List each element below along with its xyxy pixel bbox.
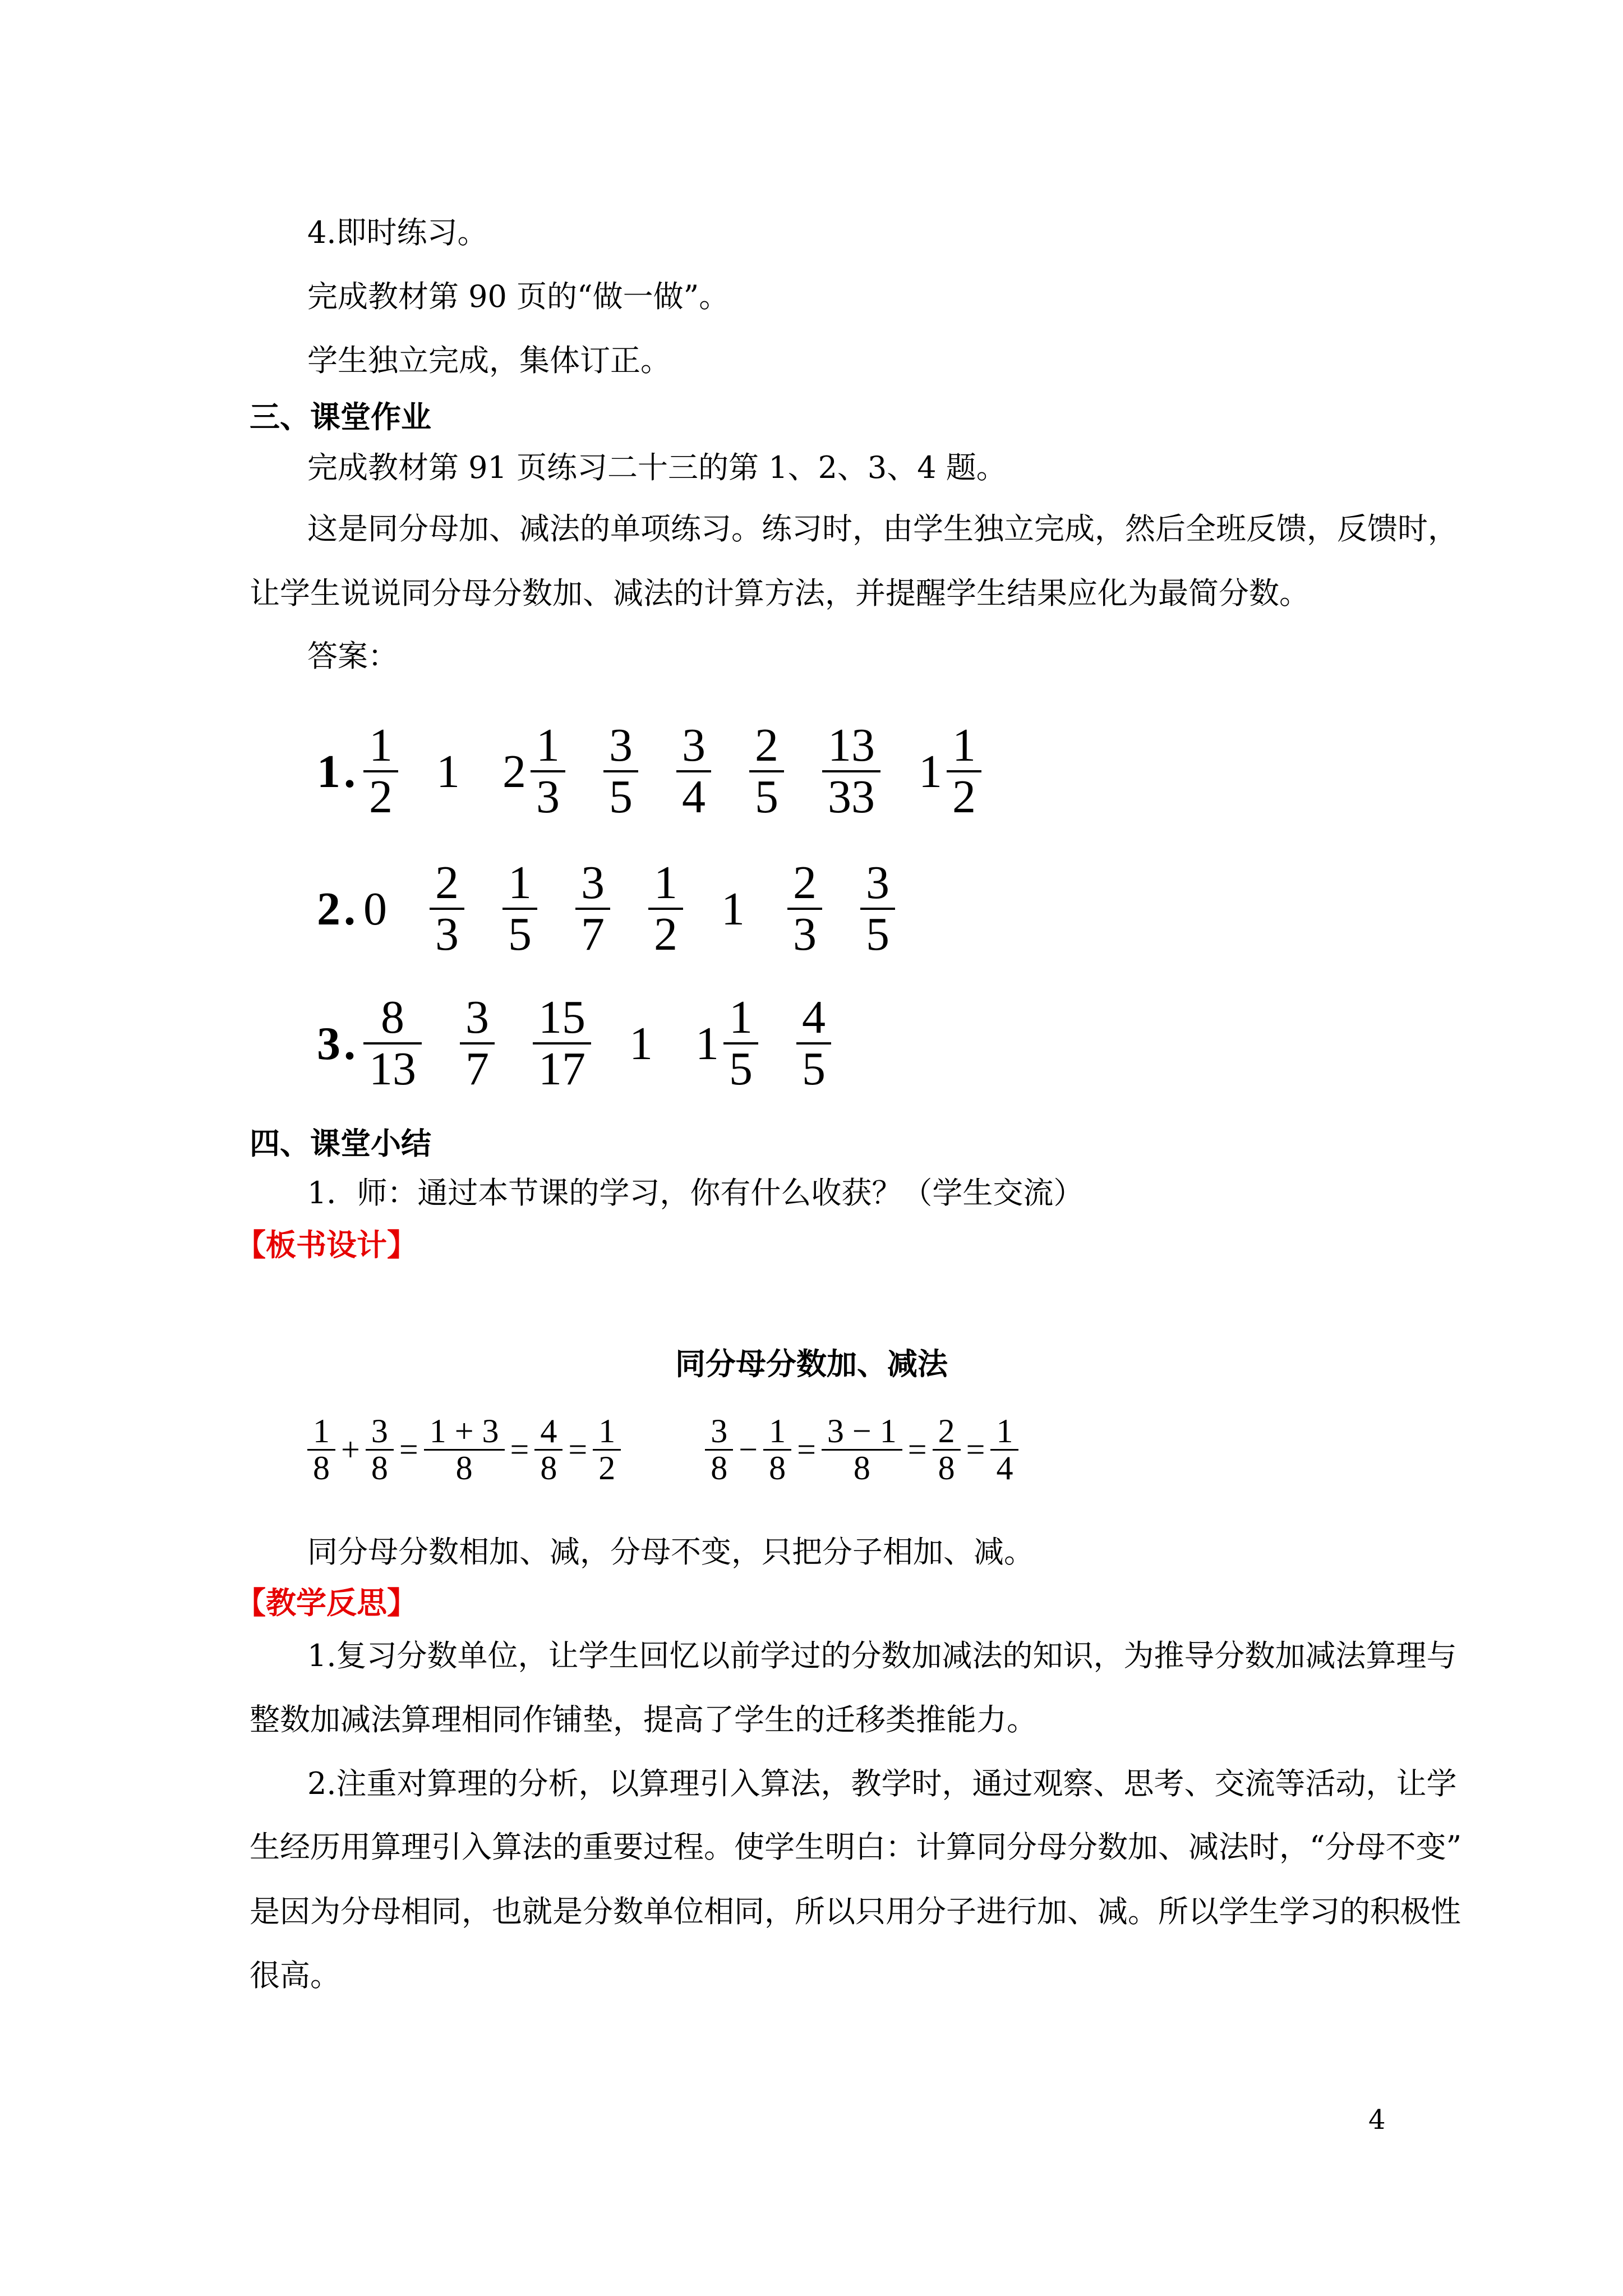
- answer-value: [822, 721, 880, 822]
- answer-value: [363, 993, 422, 1094]
- fraction-denominator: 5: [802, 1043, 826, 1096]
- fraction-numerator: 8: [381, 991, 404, 1043]
- fraction-denominator: 7: [465, 1043, 489, 1096]
- answer-value: [603, 721, 638, 822]
- answer-value: [460, 993, 495, 1094]
- fraction: [822, 1414, 902, 1486]
- fraction: [424, 1414, 505, 1486]
- whole-number: 1: [629, 1017, 653, 1070]
- answer-value: [363, 721, 398, 822]
- fraction: [723, 993, 758, 1094]
- operator: =: [510, 1431, 529, 1468]
- answer-row-3: [317, 993, 869, 1094]
- operator: =: [907, 1431, 927, 1468]
- fraction: [933, 1414, 961, 1486]
- fraction: [676, 721, 711, 822]
- fraction: [603, 721, 638, 822]
- fraction-numerator: 1: [654, 857, 677, 909]
- fraction-numerator: 3: [465, 991, 489, 1043]
- answer-value: [721, 882, 749, 936]
- answer-number: 3: [317, 1017, 340, 1070]
- fraction-denominator: 8: [455, 1450, 473, 1487]
- fraction: [763, 1414, 791, 1486]
- equation-subtraction: [705, 1414, 1018, 1486]
- fraction-denominator: 13: [369, 1043, 416, 1096]
- fraction-numerator: 1: [952, 719, 976, 771]
- answer-value: [629, 1016, 657, 1071]
- answer-number: 1: [317, 745, 340, 798]
- fraction: [534, 1414, 562, 1486]
- fraction: [796, 993, 831, 1094]
- answer-value: [363, 882, 391, 936]
- fraction: [705, 1414, 733, 1486]
- fraction-denominator: 3: [435, 908, 459, 961]
- fraction: [947, 721, 981, 822]
- fraction-denominator: 2: [369, 771, 393, 823]
- fraction-numerator: 1: [996, 1412, 1013, 1450]
- paragraph-answers-label: 答案：: [307, 638, 398, 674]
- equation-addition: [307, 1414, 621, 1486]
- operator: =: [966, 1431, 985, 1468]
- fraction: [307, 1414, 335, 1486]
- page-number: 4: [1368, 2104, 1386, 2136]
- fraction-denominator: 17: [538, 1043, 585, 1096]
- fraction: [860, 858, 895, 959]
- answer-value: [502, 721, 565, 822]
- fraction-denominator: 4: [682, 771, 706, 823]
- whole-number: 0: [363, 882, 387, 935]
- fraction: [531, 721, 565, 822]
- fraction-numerator: 3 − 1: [827, 1412, 897, 1450]
- heading-summary: 四、课堂小结: [250, 1125, 431, 1161]
- fraction-numerator: 2: [938, 1412, 955, 1450]
- answer-value: [796, 993, 831, 1094]
- paragraph-practice: 4.即时练习。: [307, 215, 488, 250]
- answer-value: [502, 858, 537, 959]
- fraction-numerator: 2: [793, 857, 817, 909]
- fraction-denominator: 8: [313, 1450, 330, 1487]
- operator: +: [341, 1431, 360, 1468]
- fraction-numerator: 1: [598, 1412, 616, 1450]
- whole-number: 1: [919, 745, 942, 798]
- fraction: [593, 1414, 621, 1486]
- paragraph-reflection-2c: 是因为分母相同，也就是分数单位相同，所以只用分子进行加、减。所以学生学习的积极性: [250, 1894, 1461, 1929]
- fraction-numerator: 2: [435, 857, 459, 909]
- paragraph-reflection-2b: 生经历用算理引入算法的重要过程。使学生明白：计算同分母分数加、减法时，“分母不变”: [250, 1829, 1462, 1865]
- fraction-denominator: 3: [536, 771, 560, 823]
- answer-value: [533, 993, 591, 1094]
- fraction-numerator: 3: [711, 1412, 728, 1450]
- fraction-denominator: 4: [996, 1450, 1013, 1487]
- paragraph-exercise-2: 让学生说说同分母分数加、减法的计算方法，并提醒学生结果应化为最简分数。: [250, 576, 1310, 611]
- answer-value: [436, 744, 464, 799]
- board-equations: [307, 1414, 1018, 1486]
- fraction-numerator: 1: [729, 991, 753, 1043]
- fraction-numerator: 4: [540, 1412, 557, 1450]
- operator: =: [797, 1431, 816, 1468]
- fraction-denominator: 8: [769, 1450, 786, 1487]
- paragraph-board-rule: 同分母分数相加、减，分母不变，只把分子相加、减。: [307, 1534, 1034, 1570]
- fraction-numerator: 1: [536, 719, 560, 771]
- whole-number: 1: [436, 745, 460, 798]
- fraction: [822, 721, 880, 822]
- answer-value: [749, 721, 784, 822]
- fraction-numerator: 3: [371, 1412, 388, 1450]
- answer-row-1: [317, 721, 1020, 822]
- fraction-denominator: 2: [654, 908, 677, 961]
- fraction: [648, 858, 683, 959]
- fraction: [430, 858, 464, 959]
- fraction-numerator: 1: [769, 1412, 786, 1450]
- fraction-denominator: 5: [729, 1043, 753, 1096]
- paragraph-independent: 学生独立完成，集体订正。: [307, 343, 671, 378]
- fraction-denominator: 3: [793, 908, 817, 961]
- operator: −: [739, 1431, 758, 1468]
- answer-value: [787, 858, 822, 959]
- paragraph-summary-1: 1．师：通过本节课的学习，你有什么收获？（学生交流）: [307, 1175, 1084, 1211]
- fraction-denominator: 2: [952, 771, 976, 823]
- fraction: [749, 721, 784, 822]
- fraction: [533, 993, 591, 1094]
- answer-number: 2: [317, 882, 340, 935]
- fraction-numerator: 4: [802, 991, 826, 1043]
- paragraph-reflection-2a: 2.注重对算理的分析，以算理引入算法，教学时，通过观察、思考、交流等活动，让学: [307, 1766, 1457, 1801]
- fraction: [460, 993, 495, 1094]
- answer-value: [648, 858, 683, 959]
- operator: =: [399, 1431, 418, 1468]
- paragraph-reflection-2d: 很高。: [250, 1958, 340, 1993]
- paragraph-textbook-90: 完成教材第 90 页的“做一做”。: [307, 279, 730, 314]
- paragraph-textbook-91: 完成教材第 91 页练习二十三的第 1、2、3、4 题。: [307, 450, 1007, 485]
- fraction-numerator: 1: [369, 719, 393, 771]
- fraction-numerator: 13: [828, 719, 875, 771]
- fraction-numerator: 1: [313, 1412, 330, 1450]
- answer-row-2: [317, 858, 933, 959]
- heading-reflection: 【教学反思】: [236, 1585, 417, 1621]
- fraction-numerator: 15: [538, 991, 585, 1043]
- answer-dot: .: [344, 882, 356, 935]
- answer-dot: .: [344, 1017, 356, 1070]
- fraction-numerator: 3: [581, 857, 605, 909]
- paragraph-reflection-1a: 1.复习分数单位，让学生回忆以前学过的分数加减法的知识，为推导分数加减法算理与: [307, 1638, 1457, 1673]
- fraction-numerator: 3: [682, 719, 706, 771]
- heading-classwork: 三、课堂作业: [250, 399, 431, 435]
- fraction-numerator: 2: [755, 719, 778, 771]
- answer-value: [575, 858, 610, 959]
- answer-value: [860, 858, 895, 959]
- operator: =: [568, 1431, 588, 1468]
- fraction: [575, 858, 610, 959]
- fraction-denominator: 5: [755, 771, 778, 823]
- fraction: [366, 1414, 394, 1486]
- answer-value: [430, 858, 464, 959]
- fraction-denominator: 8: [540, 1450, 557, 1487]
- answer-dot: .: [344, 745, 356, 798]
- fraction-denominator: 5: [866, 908, 889, 961]
- fraction-denominator: 33: [828, 771, 875, 823]
- fraction-denominator: 8: [853, 1450, 870, 1487]
- fraction-numerator: 3: [866, 857, 889, 909]
- fraction-denominator: 7: [581, 908, 605, 961]
- fraction: [990, 1414, 1018, 1486]
- fraction: [787, 858, 822, 959]
- fraction-denominator: 8: [938, 1450, 955, 1487]
- fraction-numerator: 3: [609, 719, 633, 771]
- fraction-numerator: 1 + 3: [429, 1412, 499, 1450]
- answer-value: [695, 993, 758, 1094]
- fraction-numerator: 1: [508, 857, 532, 909]
- whole-number: 1: [695, 1017, 719, 1070]
- fraction-denominator: 8: [371, 1450, 388, 1487]
- paragraph-reflection-1b: 整数加减法算理相同作铺垫，提高了学生的迁移类推能力。: [250, 1702, 1037, 1737]
- fraction: [363, 993, 422, 1094]
- fraction-denominator: 2: [598, 1450, 616, 1487]
- whole-number: 2: [502, 745, 526, 798]
- heading-board-design: 【板书设计】: [236, 1227, 417, 1263]
- answer-value: [676, 721, 711, 822]
- answer-value: [919, 721, 981, 822]
- fraction-denominator: 5: [508, 908, 532, 961]
- fraction-denominator: 8: [711, 1450, 728, 1487]
- fraction: [363, 721, 398, 822]
- whole-number: 1: [721, 882, 745, 935]
- paragraph-exercise-1: 这是同分母加、减法的单项练习。练习时，由学生独立完成，然后全班反馈，反馈时，: [307, 511, 1458, 546]
- board-title: 同分母分数加、减法: [675, 1346, 948, 1382]
- fraction: [502, 858, 537, 959]
- fraction-denominator: 5: [609, 771, 633, 823]
